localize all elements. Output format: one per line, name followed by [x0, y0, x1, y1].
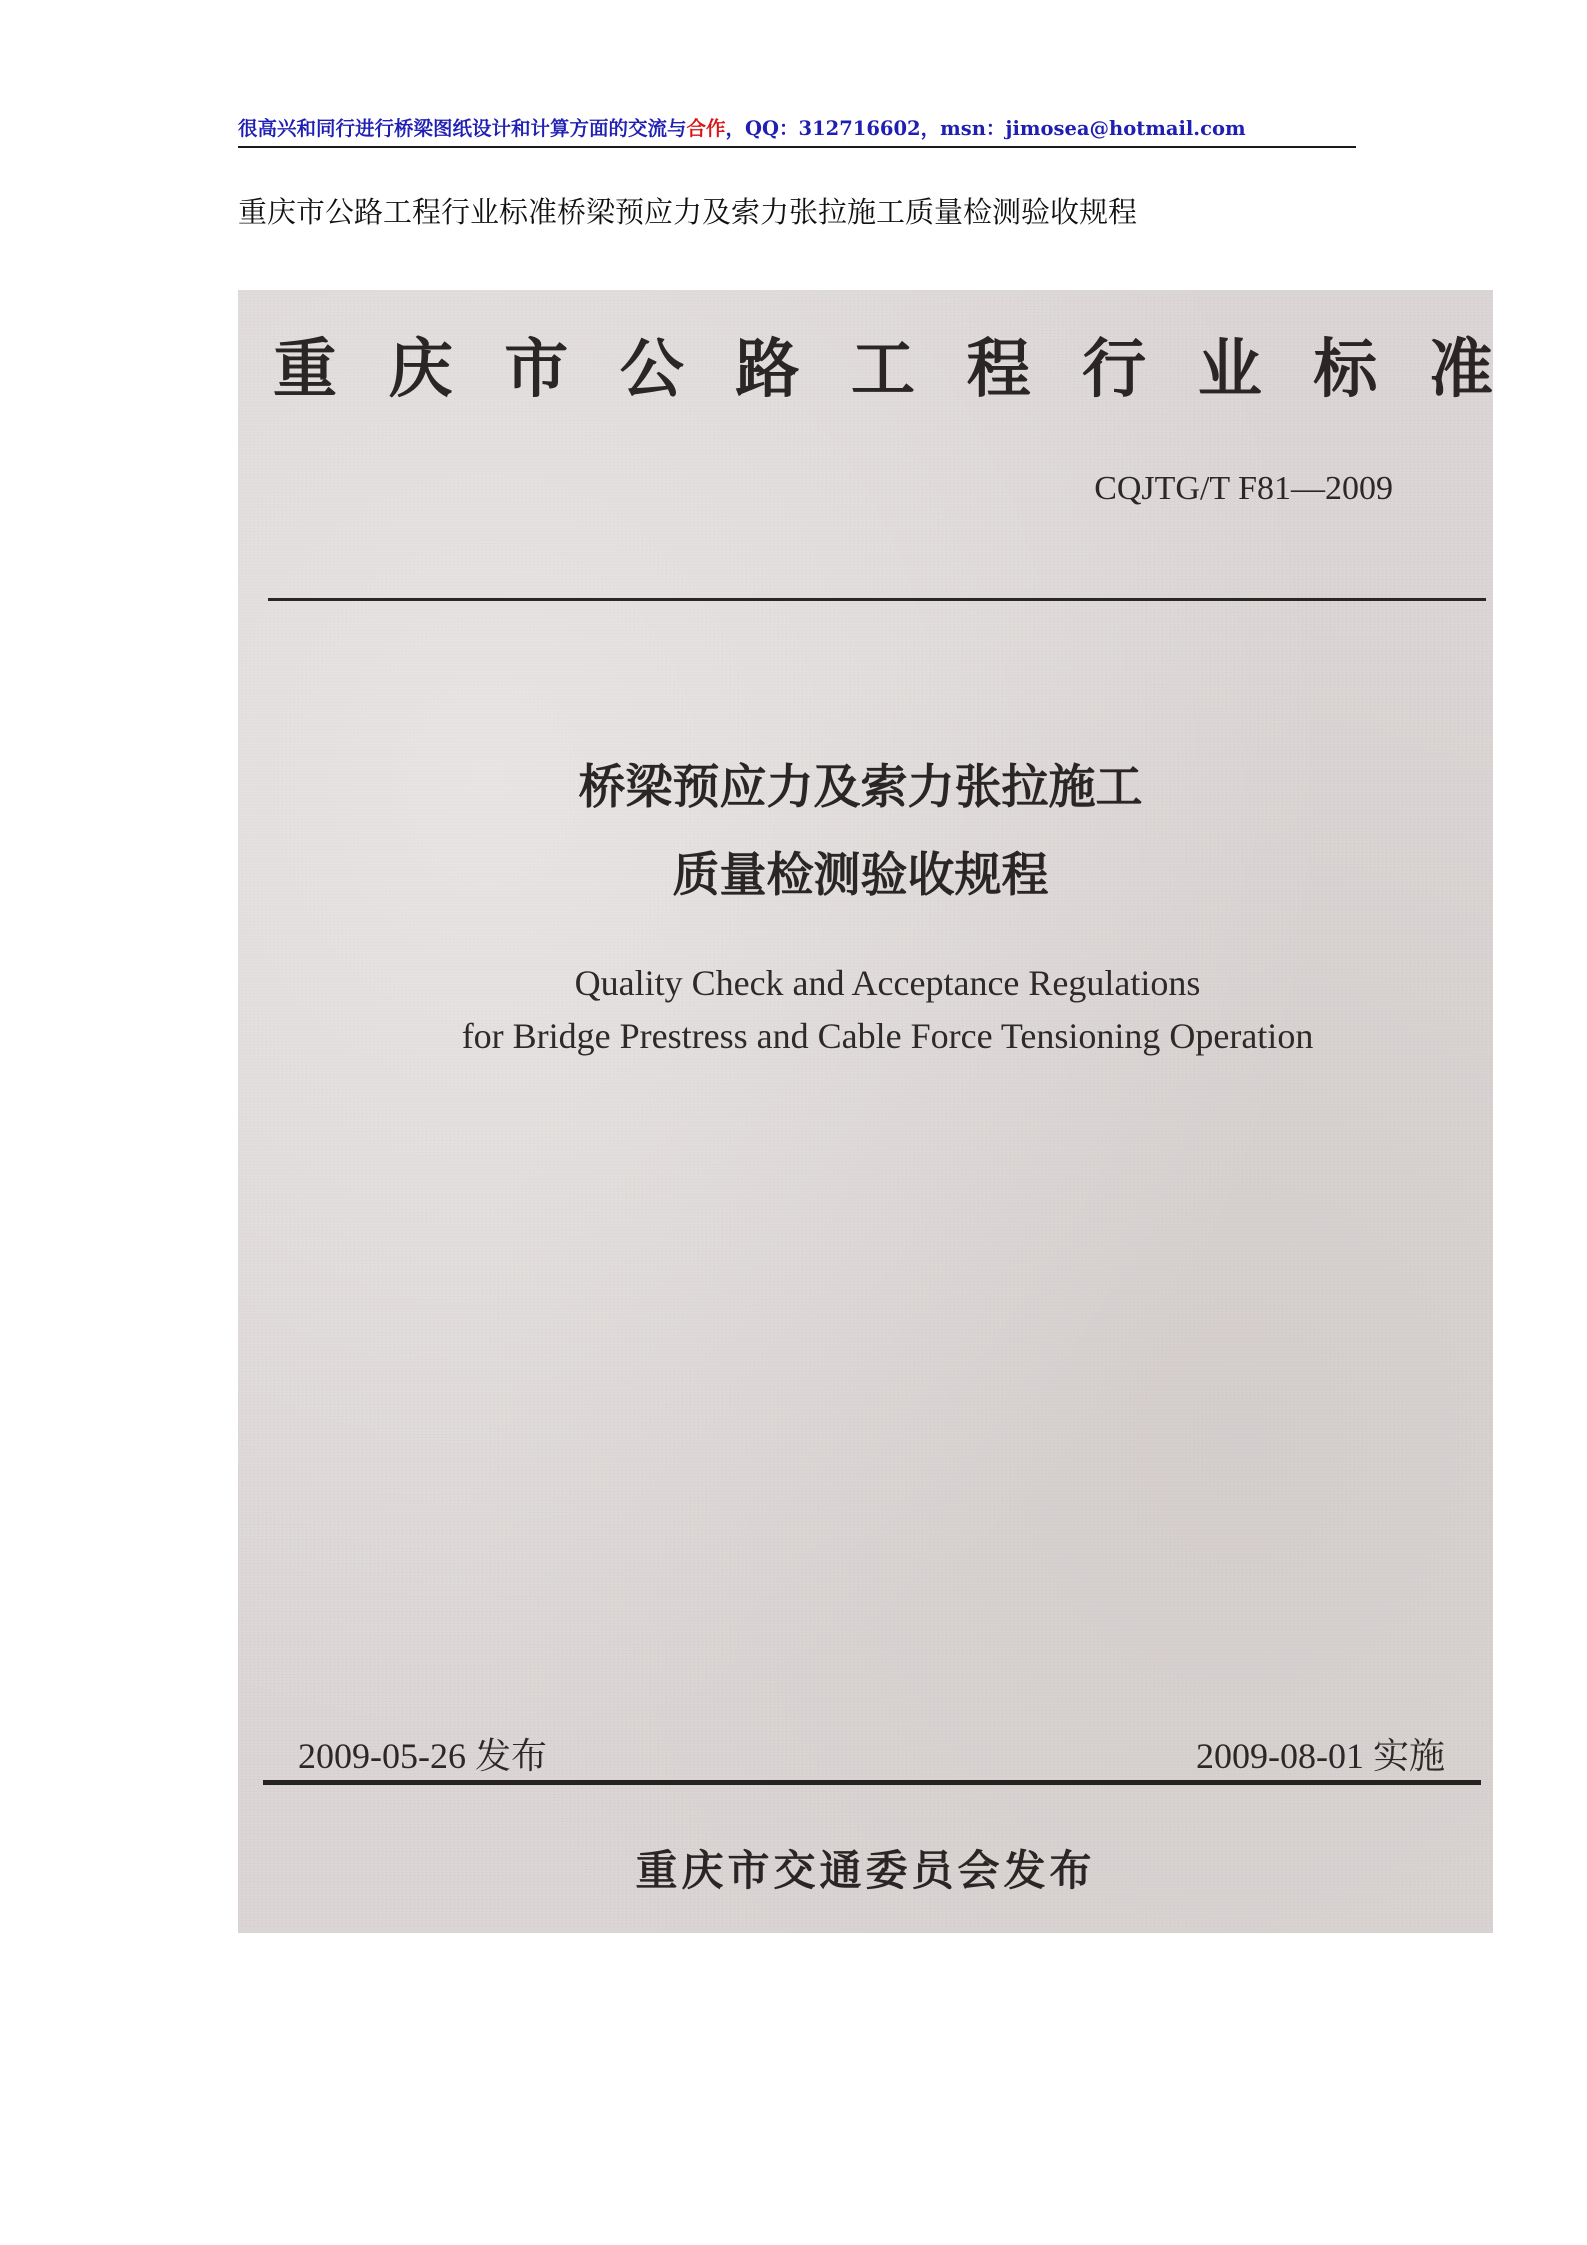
bottom-divider [263, 1780, 1481, 1785]
header-text-contact: ，QQ：312716602，msn：jimosea@hotmail.com [725, 117, 1246, 140]
cover-heading-char: 行 [1082, 333, 1147, 407]
cover-heading [273, 318, 1493, 410]
title-en-line1: Quality Check and Acceptance Regulations [574, 963, 1201, 1003]
publisher: 重庆市交通委员会发布 [635, 1846, 1096, 1895]
cover-heading-char: 公 [619, 333, 684, 407]
cover-heading-char: 庆 [388, 333, 453, 407]
effective-date: 2009-08-01 实施 [1196, 1736, 1445, 1776]
contact-header [238, 112, 1356, 148]
cover-image [238, 290, 1493, 1933]
cover-heading-char: 程 [966, 333, 1031, 407]
header-text-intro: 很高兴和同行进行桥梁图纸设计和计算方面的交流与 [238, 117, 687, 140]
cover-heading-char: 标 [1313, 333, 1378, 407]
standard-code: CQJTG/T F81—2009 [1094, 470, 1393, 507]
release-date: 2009-05-26 发布 [298, 1736, 547, 1776]
title-cn-line2: 质量检测验收规程 [672, 848, 1049, 903]
cover-heading-char: 重 [273, 333, 337, 407]
top-divider [268, 598, 1486, 601]
cover-heading-char: 市 [504, 333, 569, 407]
title-cn-line1: 桥梁预应力及索力张拉施工 [578, 760, 1143, 815]
title-en-line2: for Bridge Prestress and Cable Force Tensioning Operation [461, 1016, 1314, 1056]
cover-heading-char: 准 [1428, 333, 1493, 407]
cover-heading-char: 路 [735, 333, 800, 407]
cover-heading-char: 业 [1197, 333, 1262, 407]
header-text-highlight: 合作 [686, 117, 726, 140]
page-title: 重庆市公路工程行业标准桥梁预应力及索力张拉施工质量检测验收规程 [238, 195, 1138, 229]
cover-heading-char: 工 [850, 333, 915, 407]
